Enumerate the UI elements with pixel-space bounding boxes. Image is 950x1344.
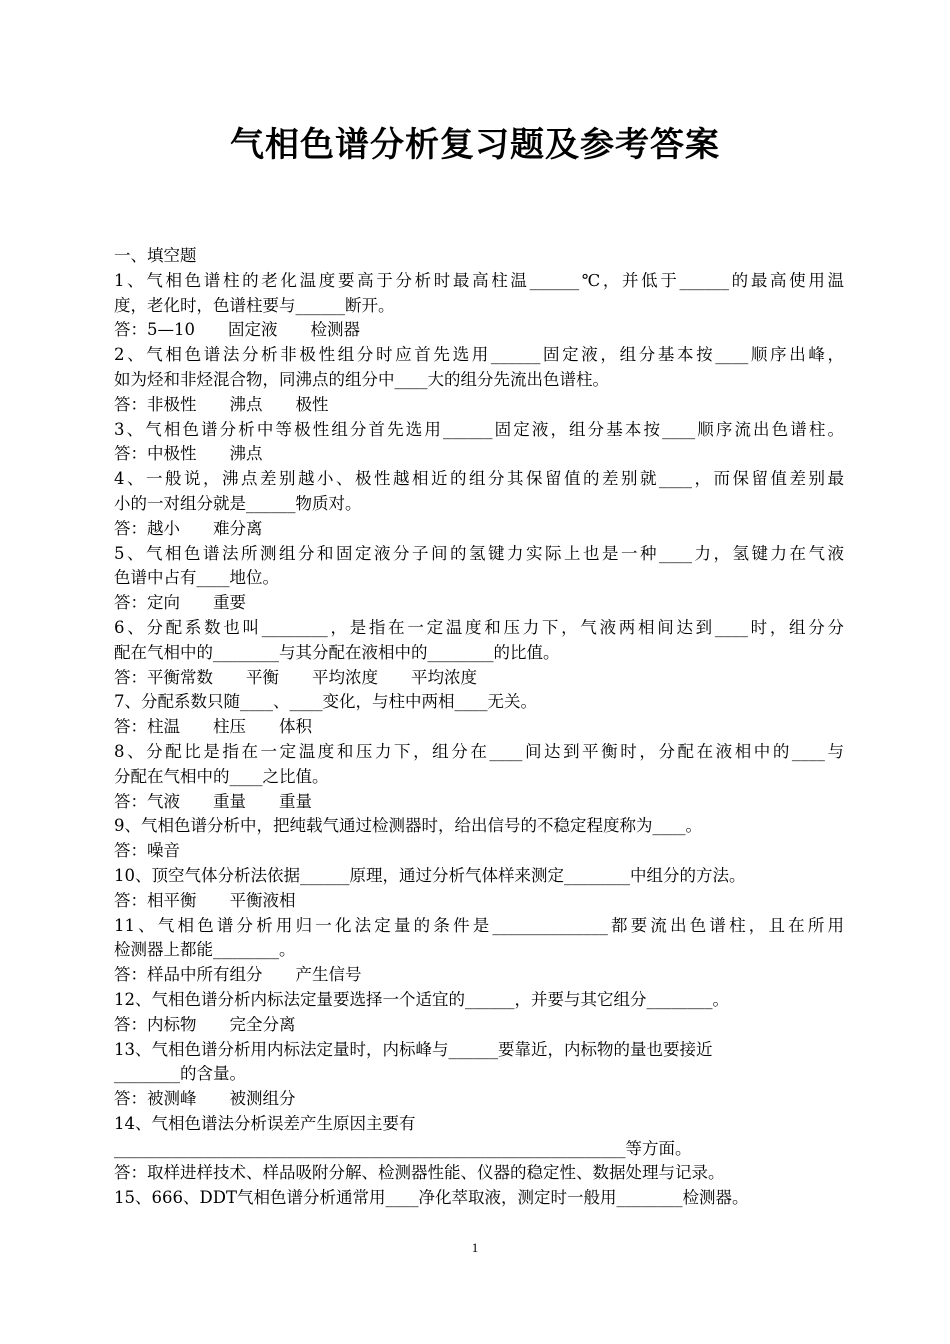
question-line: 小的一对组分就是______物质对。	[114, 493, 362, 513]
answer-line: 答：定向 重要	[114, 593, 246, 613]
answer-line: 答：相平衡 平衡液相	[114, 890, 296, 910]
question-line: 2、气相色谱法分析非极性组分时应首先选用______固定液，组分基本按____顺序出峰，	[114, 345, 844, 365]
document-title: 气相色谱分析复习题及参考答案	[230, 125, 720, 165]
question-line: 配在气相中的________与其分配在液相中的________的比值。	[114, 642, 560, 662]
question-line: 度，老化时，色谱柱要与______断开。	[114, 295, 395, 315]
answer-line: 答：被测峰 被测组分	[114, 1089, 296, 1109]
question-line: 检测器上都能________。	[114, 940, 296, 960]
page-number: 1	[471, 1240, 479, 1255]
answer-line: 答：取样进样技术、样品吸附分解、检测器性能、仪器的稳定性、数据处理与记录。	[114, 1163, 725, 1183]
question-line: 9、气相色谱分析中，把纯载气通过检测器时，给出信号的不稳定程度称为____。	[114, 816, 702, 836]
answer-line: 答：中极性 沸点	[114, 444, 263, 464]
question-line: 色谱中占有____地位。	[114, 568, 279, 588]
question-line: ______________________________________________________________等方面。	[114, 1138, 692, 1158]
answer-line: 答：平衡常数 平衡 平均浓度 平均浓度	[114, 667, 477, 687]
question-line: ________的含量。	[114, 1064, 246, 1084]
question-line: 4、一般说，沸点差别越小、极性越相近的组分其保留值的差别就____，而保留值差别最	[114, 469, 844, 489]
document-body	[114, 244, 844, 1211]
answer-line: 答：5—10 固定液 检测器	[114, 320, 360, 340]
question-line: 12、气相色谱分析内标法定量要选择一个适宜的______，并要与其它组分________。	[114, 989, 729, 1009]
question-line: 5、气相色谱法所测组分和固定液分子间的氢键力实际上也是一种____力，氢键力在气液	[114, 543, 844, 563]
question-line: 1、气相色谱柱的老化温度要高于分析时最高柱温______℃，并低于______的最高使用温	[114, 270, 844, 290]
section-heading: 一、填空题	[114, 246, 197, 265]
answer-line: 答：内标物 完全分离	[114, 1014, 296, 1034]
question-line: 7、分配系数只随____、____变化，与柱中两相____无关。	[114, 692, 537, 712]
question-line: 8、分配比是指在一定温度和压力下，组分在____间达到平衡时，分配在液相中的____与	[114, 741, 844, 761]
answer-line: 答：柱温 柱压 体积	[114, 717, 312, 737]
answer-line: 答：气液 重量 重量	[114, 791, 312, 811]
question-line: 10、顶空气体分析法依据______原理，通过分析气体样来测定________中组分的方法。	[114, 865, 746, 885]
question-line: 13、气相色谱分析用内标法定量时，内标峰与______要靠近，内标物的量也要接近	[114, 1039, 713, 1059]
question-line: 11、气相色谱分析用归一化法定量的条件是______________都要流出色谱柱，且在所用	[114, 915, 844, 935]
answer-line: 答：样品中所有组分 产生信号	[114, 965, 362, 985]
answer-line: 答：越小 难分离	[114, 518, 263, 538]
answer-line: 答：非极性 沸点 极性	[114, 394, 329, 414]
question-line: 15、666、DDT气相色谱分析通常用____净化萃取液，测定时一般用________检测器。	[114, 1188, 749, 1208]
question-line: 如为烃和非烃混合物，同沸点的组分中____大的组分先流出色谱柱。	[114, 369, 609, 389]
question-line: 14、气相色谱法分析误差产生原因主要有	[114, 1113, 416, 1133]
question-line: 3、气相色谱分析中等极性组分首先选用______固定液，组分基本按____顺序流出色谱柱。	[114, 419, 844, 439]
question-list	[114, 269, 844, 1211]
answer-line: 答：噪音	[114, 841, 180, 861]
question-line: 6、分配系数也叫________，是指在一定温度和压力下，气液两相间达到____时，组分分	[114, 617, 844, 637]
question-line: 分配在气相中的____之比值。	[114, 766, 329, 786]
